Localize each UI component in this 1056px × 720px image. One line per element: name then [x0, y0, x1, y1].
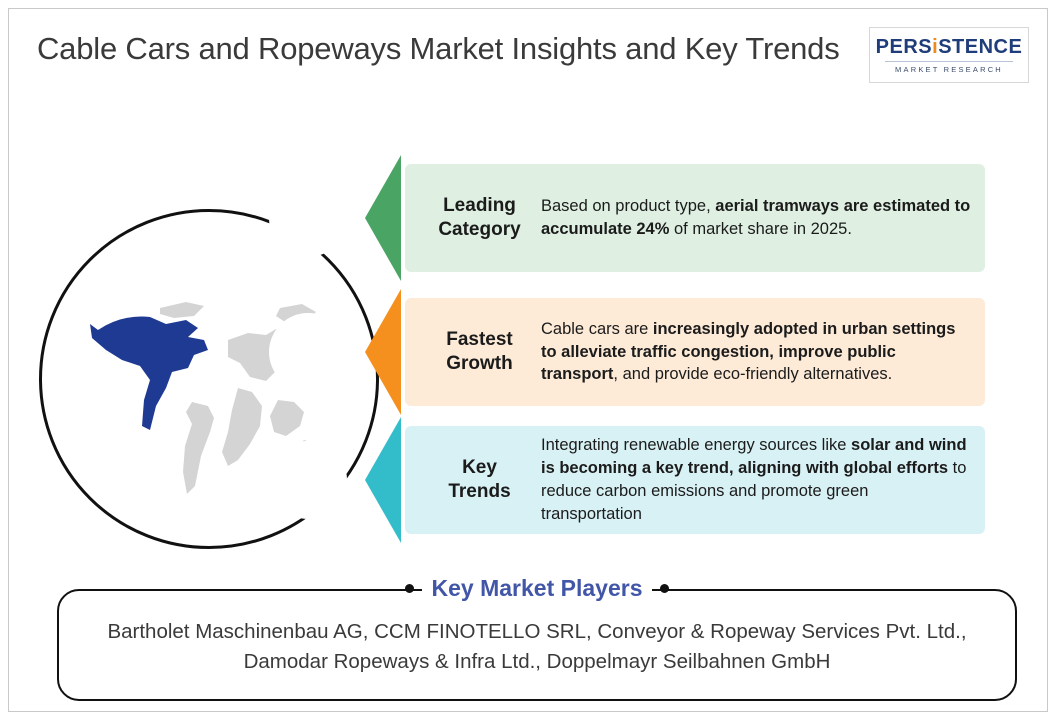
band-text-part: , and provide eco-friendly alternatives.: [613, 365, 893, 384]
band-label-line-2: Category: [438, 219, 521, 240]
band-text: [541, 299, 973, 405]
bullet-dot-right-icon: [660, 584, 669, 593]
band-text-part: of market share in 2025.: [669, 220, 852, 238]
band-text-part-bold: solar and wind is becoming a key trend, aligning with global efforts: [541, 436, 967, 478]
band-text-part: Integrating renewable energy sources like: [541, 436, 852, 455]
band-label-line-2: Trends: [448, 481, 511, 502]
band-label: [407, 155, 552, 281]
logo-subtitle: MARKET RESEARCH: [895, 64, 1003, 74]
band-arrow-teal: [365, 417, 401, 543]
band-ring: [269, 179, 347, 257]
band-label-line-1: Fastest: [446, 329, 513, 351]
key-market-players-list: Bartholet Maschinenbau AG, CCM FINOTELLO SRL, Conveyor & Ropeway Services Pvt. Ltd., Damodar Ropeways & Infra Ltd., Doppelmayr Seilbahnen GmbH: [107, 620, 967, 673]
band-text-part-bold: increasingly adopted in urban settings to alleviate traffic congestion, improve public transport: [541, 319, 956, 384]
band-text: [541, 165, 973, 271]
band-text-part: Cable cars are: [541, 319, 653, 338]
band-text-part-bold: aerial tramways are estimated to accumulate 24%: [541, 197, 971, 238]
band-label-line-1: Key: [462, 457, 497, 479]
brand-logo: [869, 27, 1029, 83]
logo-part-2: STENCE: [938, 35, 1023, 58]
logo-accent-letter: i: [932, 35, 939, 58]
band-label: [407, 417, 552, 543]
band-text-part: Based on product type,: [541, 197, 716, 216]
band-arrow-orange: [365, 289, 401, 415]
key-market-players-title: Key Market Players: [422, 575, 653, 602]
key-market-players-heading: [59, 575, 1015, 602]
logo-part-1: PERS: [875, 35, 933, 58]
band-text-part: to reduce carbon emissions and promote green transportation: [541, 459, 967, 523]
infographic-frame: [8, 8, 1048, 712]
band-label-line-1: Leading: [443, 195, 516, 217]
logo-wordmark: [876, 37, 1023, 57]
key-market-players-box: [57, 575, 1017, 701]
logo-divider: [885, 61, 1013, 62]
band-arrow-green: [365, 155, 401, 281]
band-ring: [269, 313, 347, 391]
band-label: [407, 289, 552, 415]
band-text: [541, 427, 973, 533]
band-label-line-2: Growth: [446, 353, 513, 374]
page-title: Cable Cars and Ropeways Market Insights and Key Trends: [37, 31, 840, 66]
band-ring: [269, 441, 347, 519]
bullet-dot-left-icon: [405, 584, 414, 593]
